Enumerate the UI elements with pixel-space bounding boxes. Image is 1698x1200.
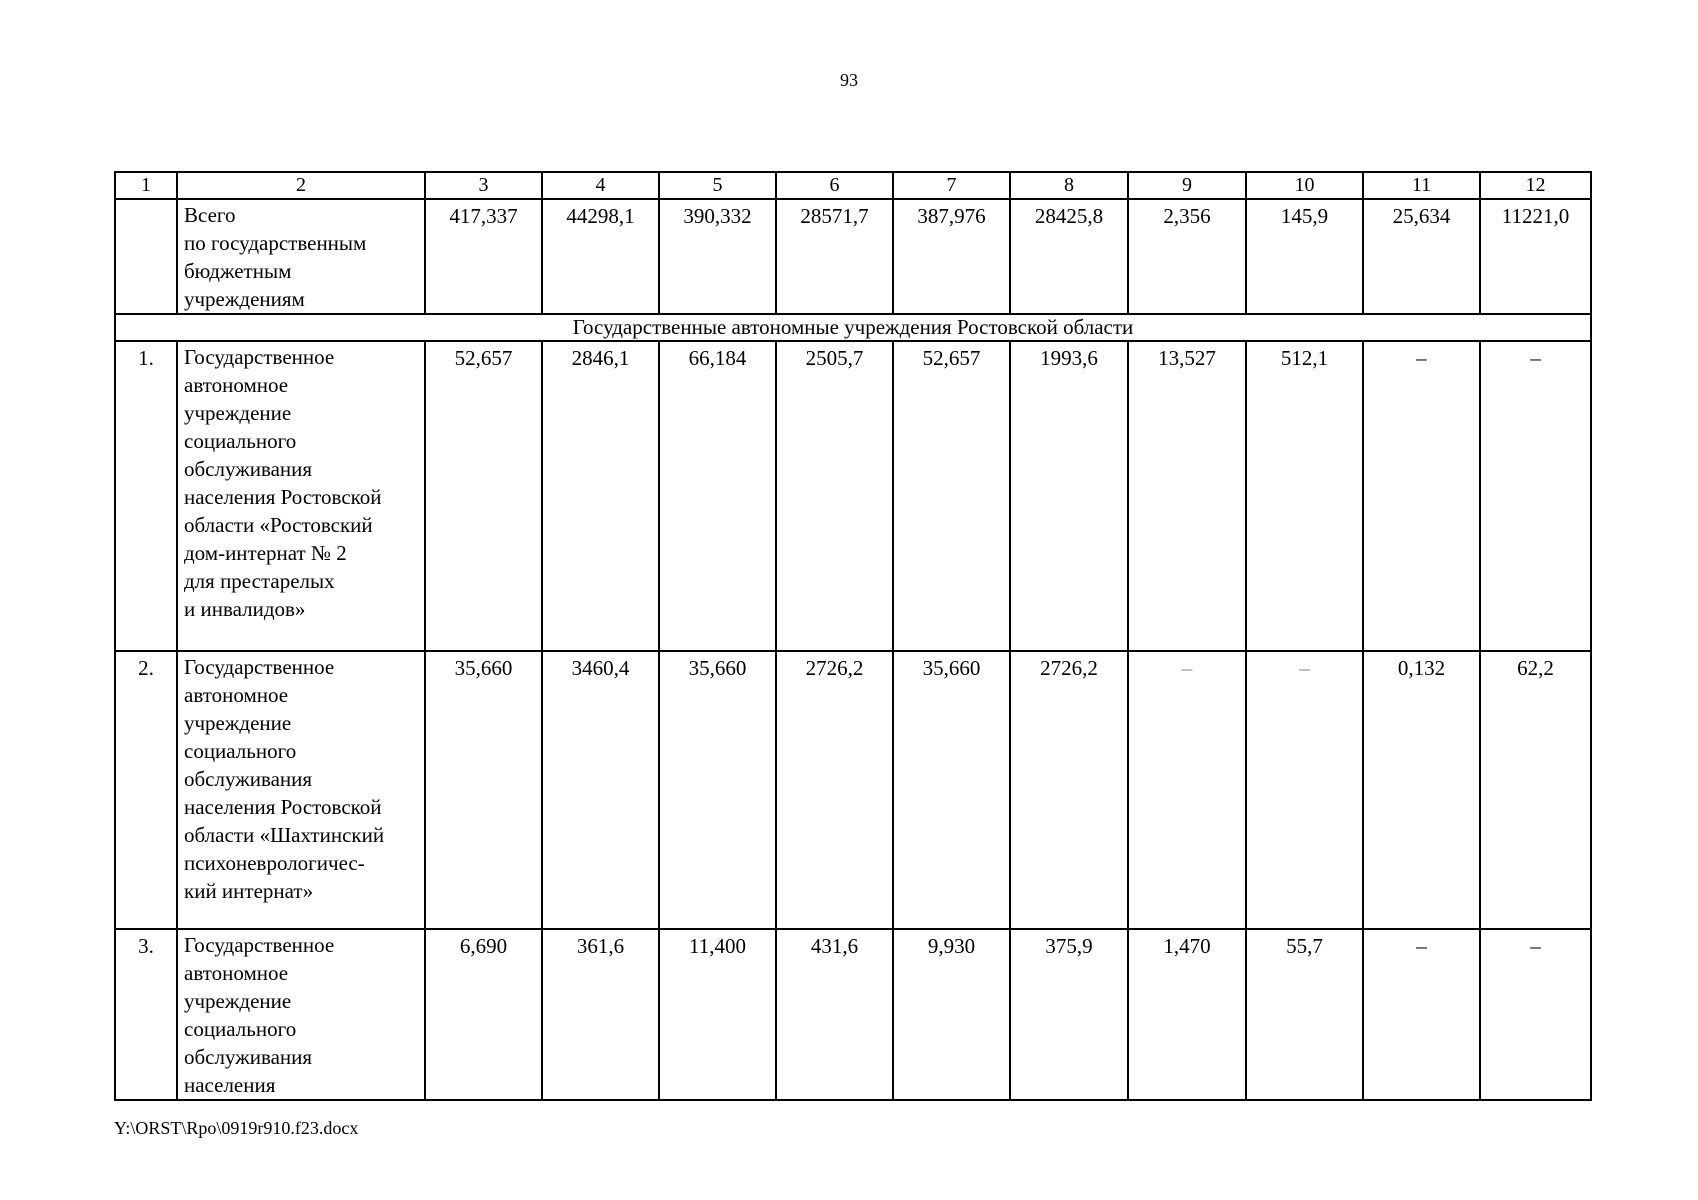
budget-table xyxy=(114,171,1592,1101)
row-name-line: автономное xyxy=(184,683,289,707)
column-number-row xyxy=(115,172,1591,199)
value-cell: 35,660 xyxy=(659,651,776,929)
row-name-line: социального xyxy=(184,429,297,453)
row-name-line: автономное xyxy=(184,961,289,985)
row-name-line: учреждение xyxy=(184,711,292,735)
row-name-line: обслуживания xyxy=(184,457,313,481)
row-name-line: социального xyxy=(184,1017,297,1041)
value-cell: 512,1 xyxy=(1246,341,1363,651)
row-name-line: учреждениям xyxy=(184,287,305,311)
column-number: 10 xyxy=(1246,172,1363,199)
row-name-line: населения Ростовской xyxy=(184,485,382,509)
row-name-line: населения Ростовской xyxy=(184,795,382,819)
value-cell: 6,690 xyxy=(425,929,542,1100)
value-cell: 11221,0 xyxy=(1480,199,1591,314)
column-number: 6 xyxy=(776,172,893,199)
value-cell: – xyxy=(1363,929,1480,1100)
row-name-line: учреждение xyxy=(184,401,292,425)
row-name-line: и инвалидов» xyxy=(184,597,306,621)
value-cell: – xyxy=(1480,341,1591,651)
row-index: 3. xyxy=(115,929,177,1100)
row-name-line: Государственное xyxy=(184,933,335,957)
column-number: 11 xyxy=(1363,172,1480,199)
value-cell: 28571,7 xyxy=(776,199,893,314)
value-cell: 28425,8 xyxy=(1010,199,1128,314)
row-name xyxy=(177,929,425,1100)
value-cell: 1,470 xyxy=(1128,929,1246,1100)
value-cell: 375,9 xyxy=(1010,929,1128,1100)
column-number: 4 xyxy=(542,172,659,199)
section-title: Государственные автономные учреждения Ростовской области xyxy=(115,314,1591,341)
row-index: 1. xyxy=(115,341,177,651)
column-number: 12 xyxy=(1480,172,1591,199)
row-name-line: по государственным xyxy=(184,231,367,255)
value-cell: 145,9 xyxy=(1246,199,1363,314)
value-cell: 62,2 xyxy=(1480,651,1591,929)
column-number: 2 xyxy=(177,172,425,199)
file-path-footer: Y:\ORST\Rpo\0919r910.f23.docx xyxy=(114,1118,359,1138)
row-name-line: обслуживания xyxy=(184,1045,313,1069)
value-cell: 3460,4 xyxy=(542,651,659,929)
value-cell: 2846,1 xyxy=(542,341,659,651)
value-cell: 25,634 xyxy=(1363,199,1480,314)
row-name xyxy=(177,651,425,929)
row-name-line: социального xyxy=(184,739,297,763)
value-cell: 0,132 xyxy=(1363,651,1480,929)
value-cell: – xyxy=(1128,651,1246,929)
row-name xyxy=(177,341,425,651)
table-row xyxy=(115,651,1591,929)
section-header-row xyxy=(115,314,1591,341)
row-name-line: области «Ростовский xyxy=(184,513,373,537)
value-cell: 431,6 xyxy=(776,929,893,1100)
value-cell: 66,184 xyxy=(659,341,776,651)
value-cell: – xyxy=(1480,929,1591,1100)
column-number: 3 xyxy=(425,172,542,199)
value-cell: 55,7 xyxy=(1246,929,1363,1100)
total-row xyxy=(115,199,1591,314)
row-name-line: автономное xyxy=(184,373,289,397)
value-cell: 2505,7 xyxy=(776,341,893,651)
row-name-line: учреждение xyxy=(184,989,292,1013)
value-cell: 387,976 xyxy=(893,199,1010,314)
value-cell: 390,332 xyxy=(659,199,776,314)
table-row xyxy=(115,341,1591,651)
row-name-line: области «Шахтинский xyxy=(184,823,385,847)
column-number: 8 xyxy=(1010,172,1128,199)
row-name-line: Государственное xyxy=(184,655,335,679)
column-number: 5 xyxy=(659,172,776,199)
column-number: 9 xyxy=(1128,172,1246,199)
row-name-line: обслуживания xyxy=(184,767,313,791)
value-cell: 9,930 xyxy=(893,929,1010,1100)
value-cell: – xyxy=(1246,651,1363,929)
value-cell: 417,337 xyxy=(425,199,542,314)
value-cell: 44298,1 xyxy=(542,199,659,314)
value-cell: 1993,6 xyxy=(1010,341,1128,651)
row-name-line: Государственное xyxy=(184,345,335,369)
row-index: 2. xyxy=(115,651,177,929)
row-name-line: Всего xyxy=(184,203,236,227)
row-name-line: бюджетным xyxy=(184,259,292,283)
row-name-line: населения xyxy=(184,1073,276,1097)
value-cell: 52,657 xyxy=(425,341,542,651)
row-name-line: психоневрологичес- xyxy=(184,851,365,875)
row-name-line: дом-интернат № 2 xyxy=(184,541,347,565)
value-cell: 13,527 xyxy=(1128,341,1246,651)
value-cell: 2726,2 xyxy=(776,651,893,929)
row-name-line: кий интернат» xyxy=(184,879,314,903)
value-cell: 35,660 xyxy=(425,651,542,929)
value-cell: 2,356 xyxy=(1128,199,1246,314)
value-cell: 11,400 xyxy=(659,929,776,1100)
row-name xyxy=(177,199,425,314)
value-cell: 361,6 xyxy=(542,929,659,1100)
value-cell: 35,660 xyxy=(893,651,1010,929)
value-cell: – xyxy=(1363,341,1480,651)
page-number: 93 xyxy=(840,70,858,90)
row-name-line: для престарелых xyxy=(184,569,335,593)
row-index xyxy=(115,199,177,314)
column-number: 1 xyxy=(115,172,177,199)
column-number: 7 xyxy=(893,172,1010,199)
value-cell: 52,657 xyxy=(893,341,1010,651)
value-cell: 2726,2 xyxy=(1010,651,1128,929)
table-row xyxy=(115,929,1591,1100)
